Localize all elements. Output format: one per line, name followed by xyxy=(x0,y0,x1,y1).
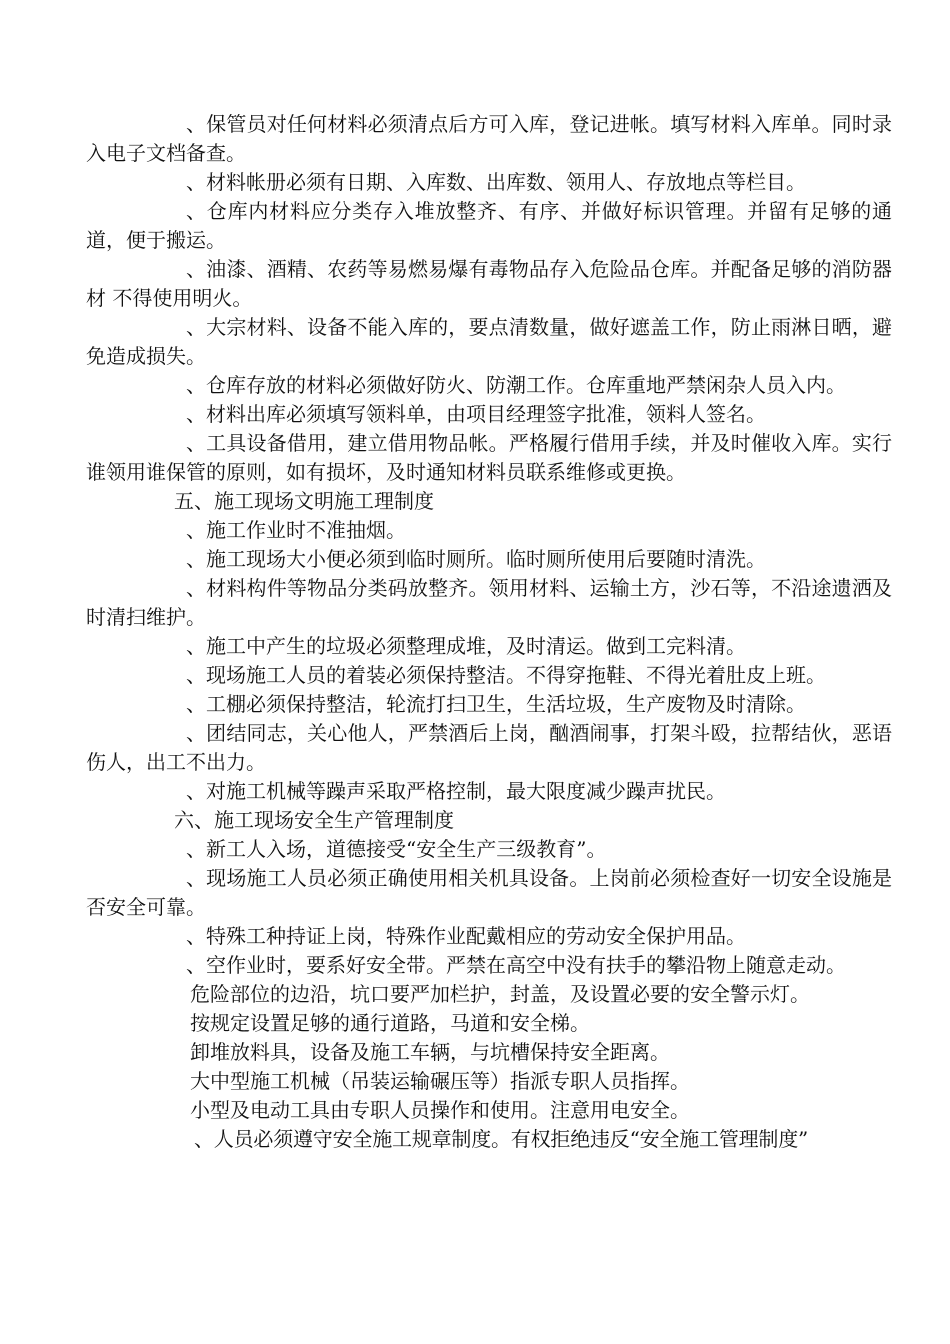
paragraph-fire-moisture: 、仓库存放的材料必须做好防火、防潮工作。仓库重地严禁闲杂人员入内。 xyxy=(186,373,846,397)
paragraph-material-stacking: 、材料构件等物品分类码放整齐。领用材料、运输土方，沙石等，不沿途遗洒及时清扫维护。 xyxy=(86,576,892,629)
section-heading-safety-management: 六、施工现场安全生产管理制度 xyxy=(174,808,454,832)
paragraph-dress-code: 、现场施工人员的着装必须保持整洁。不得穿拖鞋、不得光着肚皮上班。 xyxy=(186,663,826,687)
paragraph-tool-lending: 、工具设备借用，建立借用物品帐。严格履行借用手续，并及时催收入库。实行谁领用谁保管的原则，如有损坏，及时通知材料员联系维修或更换。 xyxy=(86,431,892,484)
paragraph-ledger-fields: 、材料帐册必须有日期、入库数、出库数、领用人、存放地点等栏目。 xyxy=(186,170,806,194)
section-heading-civilized-construction: 五、施工现场文明施工理制度 xyxy=(174,489,434,513)
document-body xyxy=(86,110,892,1154)
paragraph-safety-rules: 、人员必须遵守安全施工规章制度。有权拒绝违反“安全施工管理制度” xyxy=(194,1127,809,1151)
paragraph-work-shed: 、工棚必须保持整洁，轮流打扫卫生，生活垃圾，生产废物及时清除。 xyxy=(186,692,806,716)
paragraph-bulk-materials: 、大宗材料、设备不能入库的，要点清数量，做好遮盖工作，防止雨淋日晒，避免造成损失。 xyxy=(86,315,892,368)
paragraph-storage-check-in: 、保管员对任何材料必须清点后方可入库，登记进帐。填写材料入库单。同时录入电子文档备查。 xyxy=(86,112,892,165)
paragraph-power-tools: 小型及电动工具由专职人员操作和使用。注意用电安全。 xyxy=(190,1098,690,1122)
paragraph-special-trades: 、特殊工种持证上岗，特殊作业配戴相应的劳动安全保护用品。 xyxy=(186,924,746,948)
paragraph-conduct: 、团结同志，关心他人，严禁酒后上岗，酗酒闹事，打架斗殴，拉帮结伙，恶语伤人，出工不出力。 xyxy=(86,721,892,774)
paragraph-classified-stacking: 、仓库内材料应分类存入堆放整齐、有序、并做好标识管理。并留有足够的通道，便于搬运。 xyxy=(86,199,892,252)
paragraph-garbage: 、施工中产生的垃圾必须整理成堆，及时清运。做到工完料清。 xyxy=(186,634,746,658)
paragraph-noise-control: 、对施工机械等躁声采取严格控制，最大限度减少躁声扰民。 xyxy=(186,779,726,803)
paragraph-dangerous-edges: 危险部位的边沿，坑口要严加栏护，封盖，及设置必要的安全警示灯。 xyxy=(190,982,810,1006)
paragraph-safe-distance: 卸堆放料具，设备及施工车辆，与坑槽保持安全距离。 xyxy=(190,1040,670,1064)
paragraph-outbound-requisition: 、材料出库必须填写领料单，由项目经理签字批准，领料人签名。 xyxy=(186,402,766,426)
paragraph-machinery-command: 大中型施工机械（吊装运输碾压等）指派专职人员指挥。 xyxy=(190,1069,690,1093)
paragraph-high-altitude: 、空作业时，要系好安全带。严禁在高空中没有扶手的攀沿物上随意走动。 xyxy=(186,953,846,977)
paragraph-passageways: 按规定设置足够的通行道路，马道和安全梯。 xyxy=(190,1011,590,1035)
paragraph-no-smoking: 、施工作业时不准抽烟。 xyxy=(186,518,406,542)
paragraph-equipment-use: 、现场施工人员必须正确使用相关机具设备。上岗前必须检查好一切安全设施是否安全可靠。 xyxy=(86,866,892,919)
paragraph-new-workers: 、新工人入场，道德接受“安全生产三级教育”。 xyxy=(186,837,607,861)
paragraph-toilet: 、施工现场大小便必须到临时厕所。临时厕所使用后要随时清洗。 xyxy=(186,547,766,571)
paragraph-hazardous-materials: 、油漆、酒精、农药等易燃易爆有毒物品存入危险品仓库。并配备足够的消防器材 不得使用明火。 xyxy=(86,257,892,310)
